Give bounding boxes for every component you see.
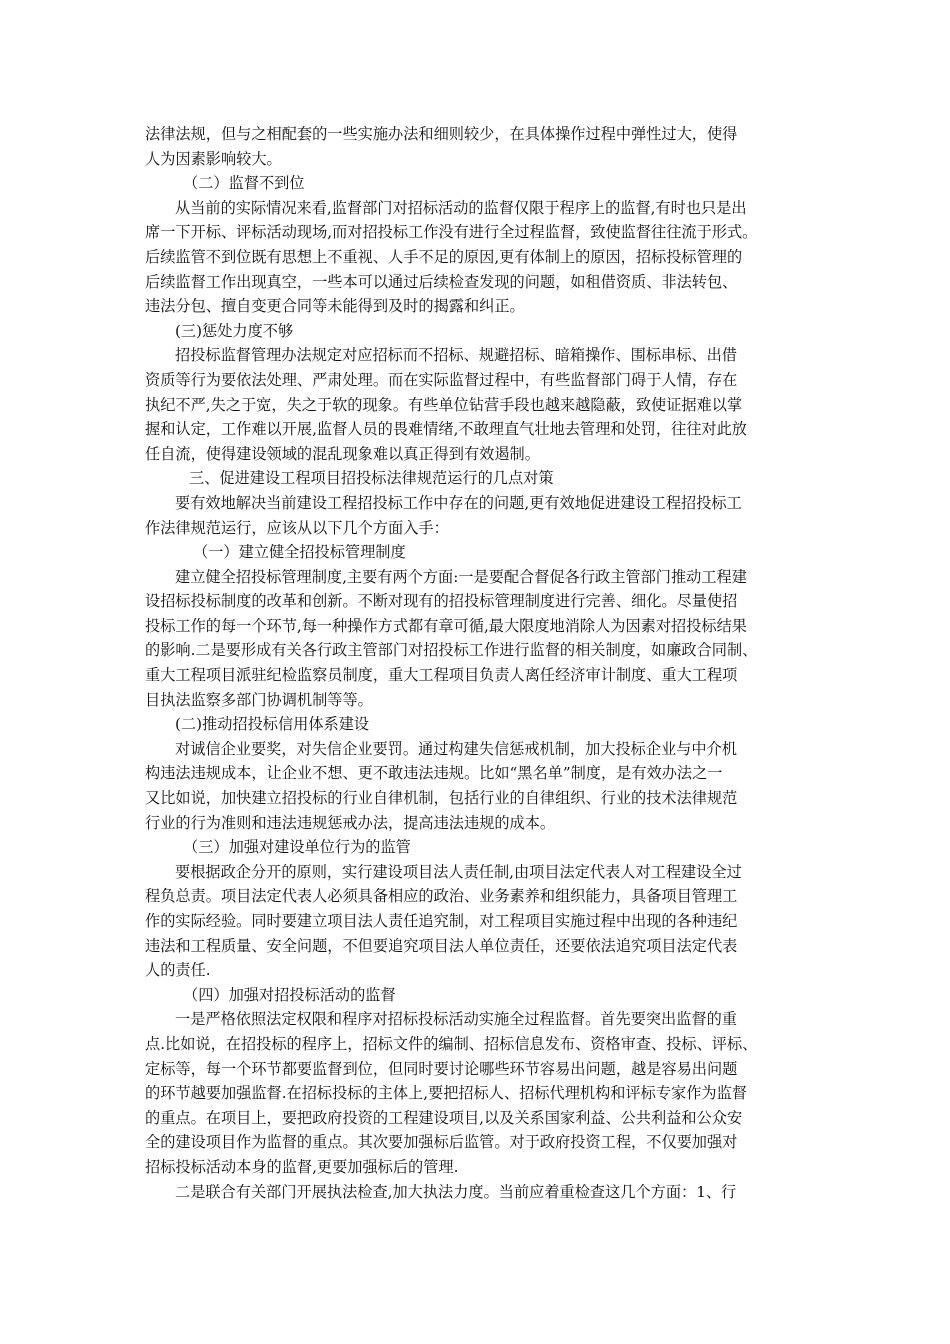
section-heading: (三)惩处力度不够 <box>175 321 294 340</box>
text-line: 目执法监察多部门协调机制等等。 <box>145 690 373 709</box>
text-line: 资质等行为要依法处理、严肃处理。而在实际监督过程中，有些监督部门碍于人情，存在 <box>145 370 738 389</box>
section-heading: （一）建立健全招投标管理制度 <box>193 543 406 562</box>
text-line: 构违法违规成本，让企业不想、更不敢违法违规。比如“黑名单”制度，是有效办法之一 <box>145 764 723 783</box>
text-line: 后续监管不到位既有思想上不重视、人手不足的原因,更有体制上的原因，招标投标管理的 <box>145 247 743 266</box>
text-line: 的环节越要加强监督.在招标投标的主体上,要把招标人、招标代理机构和评标专家作为监督 <box>145 1084 747 1103</box>
text-line: 招标投标活动本身的监督,更要加强标后的管理. <box>145 1157 459 1176</box>
paragraph-first-line: 要有效地解决当前建设工程招投标工作中存在的问题,更有效地促进建设工程招投标工 <box>175 493 742 512</box>
paragraph-first-line: 要根据政企分开的原则，实行建设项目法人责任制,由项目法定代表人对工程建设全过 <box>175 862 742 881</box>
text-line: 作的实际经验。同时要建立项目法人责任追究制，对工程项目实施过程中出现的各种违纪 <box>145 912 738 930</box>
text-line: 任自流，使得建设领域的混乱现象难以真正得到有效遏制。 <box>145 444 540 463</box>
text-line: 握和认定，工作难以开展,监督人员的畏难情绪,不敢理直气壮地去管理和处罚，往往对此放 <box>145 420 747 439</box>
paragraph-first-line: 一是严格依照法定权限和程序对招标投标活动实施全过程监督。首先要突出监督的重 <box>175 1010 737 1029</box>
section-heading: 三、促进建设工程项目招投标法律规范运行的几点对策 <box>189 469 554 488</box>
section-heading: （二）监督不到位 <box>183 174 305 193</box>
text-line: 行业的行为准则和违法违规惩戒办法，提高违法违规的成本。 <box>145 813 556 832</box>
text-line: 设招标投标制度的改革和创新。不断对现有的招投标管理制度进行完善、细化。尽量使招 <box>145 592 738 611</box>
document-page <box>145 122 810 1204</box>
text-line: 点.比如说，在招投标的程序上，招标文件的编制、招标信息发布、资格审查、投标、评标、 <box>145 1034 758 1053</box>
text-line: 后续监督工作出现真空，一些本可以通过后续检查发现的问题，如租借资质、非法转包、 <box>145 272 738 291</box>
text-line: 投标工作的每一个环节,每一种操作方式都有章可循,最大限度地消除人为因素对招投标结果 <box>145 616 747 635</box>
text-line: 席一下开标、评标活动现场,而对招投标工作没有进行全过程监督，致使监督往往流于形式。 <box>145 223 758 242</box>
text-line: 又比如说，加快建立招投标的行业自律机制，包括行业的自律组织、行业的技术法律规范 <box>145 789 738 808</box>
text-line: 全的建设项目作为监督的重点。其次要加强标后监管。对于政府投资工程，不仅要加强对 <box>145 1133 738 1152</box>
text-line: 违法和工程质量、安全问题，不但要追究项目法人单位责任，还要依法追究项目法定代表 <box>145 936 738 955</box>
text-line: 的影响.二是要形成有关各行政主管部门对招投标工作进行监督的相关制度，如廉政合同制、 <box>145 641 758 660</box>
text-line: 法律法规，但与之相配套的一些实施办法和细则较少，在具体操作过程中弹性过大，使得 <box>145 125 738 143</box>
paragraph-first-line: 二是联合有关部门开展执法检查,加大执法力度。当前应着重检查这几个方面：1、行 <box>175 1182 737 1201</box>
text-line: 人为因素影响较大。 <box>145 149 282 168</box>
text-line: 定标等，每一个环节都要监督到位，但同时要讨论哪些环节容易出问题，越是容易出问题 <box>145 1059 738 1078</box>
text-line: 人的责任. <box>145 961 211 980</box>
section-heading: （三）加强对建设单位行为的监管 <box>183 838 411 857</box>
text-line: 重大工程项目派驻纪检监察员制度，重大工程项目负责人离任经济审计制度、重大工程项 <box>145 666 738 685</box>
paragraph-first-line: 对诚信企业要奖，对失信企业要罚。通过构建失信惩戒机制，加大投标企业与中介机 <box>175 739 737 758</box>
paragraph-first-line: 招投标监督管理办法规定对应招标而不招标、规避招标、暗箱操作、围标串标、出借 <box>175 346 737 365</box>
text-line: 违法分包、擅自变更合同等未能得到及时的揭露和纠正。 <box>145 297 525 316</box>
text-line: 的重点。在项目上，要把政府投资的工程建设项目,以及关系国家利益、公共利益和公众安 <box>145 1108 743 1127</box>
section-heading: （四）加强对招投标活动的监督 <box>183 985 396 1004</box>
paragraph-first-line: 从当前的实际情况来看,监督部门对招标活动的监督仅限于程序上的监督,有时也只是出 <box>175 198 747 217</box>
paragraph-first-line: 建立健全招投标管理制度,主要有两个方面:一是要配合督促各行政主管部门推动工程建 <box>175 567 747 586</box>
text-line: 执纪不严,失之于宽，失之于软的现象。有些单位钻营手段也越来越隐蔽，致使证据难以掌 <box>145 395 743 414</box>
text-line: 程负总责。项目法定代表人必须具备相应的政治、业务素养和组织能力，具备项目管理工 <box>145 887 738 906</box>
section-heading: (二)推动招投标信用体系建设 <box>175 715 370 734</box>
text-line: 作法律规范运行，应该从以下几个方面入手： <box>145 518 449 537</box>
